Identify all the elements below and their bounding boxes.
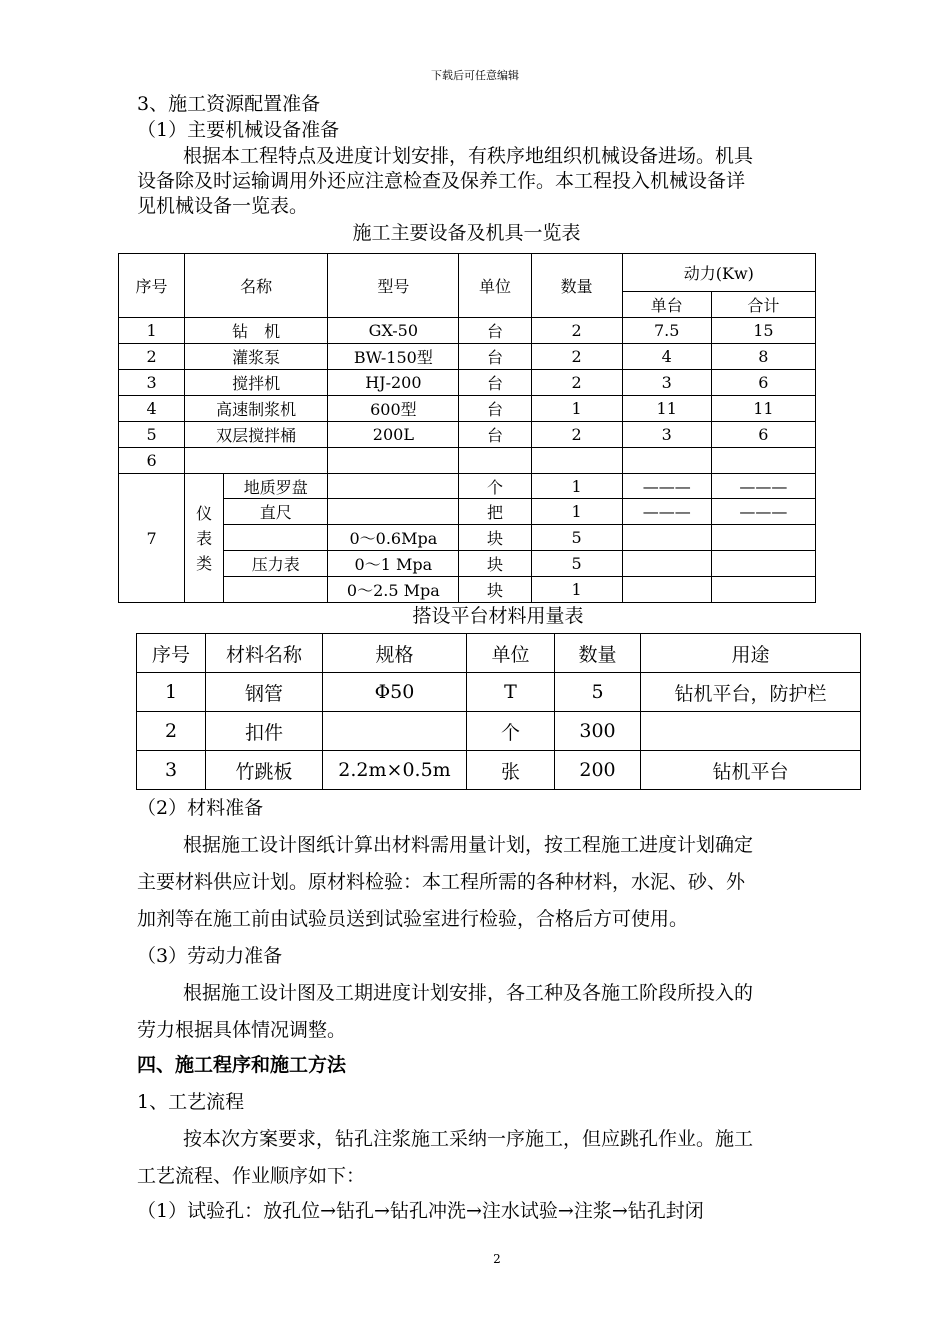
cell-unit: 台	[459, 422, 531, 448]
cell-total: ———	[711, 499, 815, 525]
table-row	[119, 474, 816, 499]
cell-name: 扣件	[206, 712, 323, 751]
cell-total	[711, 525, 815, 551]
cell-unit: 块	[459, 551, 531, 577]
page-number: 2	[493, 1252, 501, 1266]
cell-qty: 1	[531, 499, 622, 525]
table2-caption: 搭设平台材料用量表	[412, 605, 584, 627]
arrow-right-icon: →	[557, 1200, 574, 1222]
para1-line1: 根据本工程特点及进度计划安排，有秩序地组织机械设备进场。机具	[183, 145, 754, 167]
para1-line2: 设备除及时运输调用外还应注意检查及保养工作。本工程投入机械设备详	[137, 170, 746, 192]
flow-step: 注水试验	[481, 1200, 558, 1222]
table-row	[119, 499, 816, 525]
col-header-single: 单台	[622, 292, 711, 318]
cell-use	[641, 712, 861, 751]
flow-step: 钻孔封闭	[627, 1200, 704, 1222]
cell-unit: 台	[459, 344, 531, 370]
cell-qty: 2	[531, 422, 622, 448]
s4-sub1-title: 1、工艺流程	[137, 1091, 245, 1113]
cell-qty: 1	[531, 396, 622, 422]
col-header-power: 动力(Kw)	[622, 254, 815, 292]
cell-single	[622, 577, 711, 603]
cell-qty: 1	[531, 577, 622, 603]
cell-name: 高速制浆机	[185, 396, 328, 422]
cell-qty: 200	[555, 751, 641, 790]
cell-unit: 台	[459, 318, 531, 344]
para3-line1: 根据施工设计图及工期进度计划安排，各工种及各施工阶段所投入的	[183, 982, 754, 1004]
cell-no: 5	[119, 422, 185, 448]
cell-single: 3	[622, 370, 711, 396]
cell-total: 8	[711, 344, 815, 370]
para4-line2: 工艺流程、作业顺序如下：	[137, 1165, 366, 1187]
col-header-unit: 单位	[459, 254, 531, 318]
table-row	[137, 712, 861, 751]
section4-title: 四、施工程序和施工方法	[137, 1054, 347, 1076]
cell-total	[711, 448, 815, 474]
cell-total: 11	[711, 396, 815, 422]
table-row	[119, 344, 816, 370]
cell-unit: 把	[459, 499, 531, 525]
cell-total: 15	[711, 318, 815, 344]
para2-line2: 主要材料供应计划。原材料检验：本工程所需的各种材料，水泥、砂、外	[137, 871, 746, 893]
cell-name: 直尺	[224, 499, 328, 525]
table-row	[119, 396, 816, 422]
material-table	[136, 633, 861, 790]
arrow-right-icon: →	[374, 1200, 390, 1222]
cell-no: 3	[119, 370, 185, 396]
cell-no: 2	[119, 344, 185, 370]
arrow-right-icon: →	[320, 1200, 337, 1222]
cell-model	[328, 499, 459, 525]
cell-unit: 个	[467, 712, 555, 751]
cell-name: 钢管	[206, 673, 323, 712]
cell-qty: 5	[531, 525, 622, 551]
cell-name: 灌浆泵	[185, 344, 328, 370]
cell-model: 600型	[328, 396, 459, 422]
col-header-unit: 单位	[467, 634, 555, 673]
cell-no: 1	[137, 673, 206, 712]
cell-single: ———	[622, 499, 711, 525]
sub3-title: （3）劳动力准备	[137, 945, 283, 967]
table-row	[119, 370, 816, 396]
table-row	[119, 525, 816, 551]
table-row	[119, 551, 816, 577]
col-header-qty: 数量	[555, 634, 641, 673]
cell-total	[711, 577, 815, 603]
cell-model	[328, 448, 459, 474]
cell-name	[224, 525, 328, 551]
table-row	[119, 577, 816, 603]
arrow-right-icon: →	[465, 1200, 482, 1222]
cell-no: 2	[137, 712, 206, 751]
cell-unit: T	[467, 673, 555, 712]
cell-no: 3	[137, 751, 206, 790]
cell-unit: 块	[459, 577, 531, 603]
cell-model: 0～2.5 Mpa	[328, 577, 459, 603]
table-row	[119, 318, 816, 344]
cell-unit: 块	[459, 525, 531, 551]
col-header-model: 型号	[328, 254, 459, 318]
cell-single	[622, 551, 711, 577]
section3-title: 3、施工资源配置准备	[137, 93, 321, 115]
cell-single: 11	[622, 396, 711, 422]
para1-line3: 见机械设备一览表。	[137, 195, 309, 217]
cell-unit: 台	[459, 370, 531, 396]
cell-single: 7.5	[622, 318, 711, 344]
col-header-total: 合计	[711, 292, 815, 318]
flow-prefix: （1）试验孔：	[137, 1200, 264, 1222]
table-row	[137, 673, 861, 712]
cell-no: 1	[119, 318, 185, 344]
para2-line3: 加剂等在施工前由试验员送到试验室进行检验，合格后方可使用。	[137, 908, 689, 930]
cell-spec: Φ50	[323, 673, 467, 712]
cell-no: 6	[119, 448, 185, 474]
cell-unit: 台	[459, 396, 531, 422]
cell-model: 0～0.6Mpa	[328, 525, 459, 551]
cell-single	[622, 448, 711, 474]
instrument-group-label: 仪表类	[196, 503, 213, 573]
cell-qty: 2	[531, 370, 622, 396]
cell-name: 钻 机	[185, 318, 328, 344]
page-header: 下载后可任意编辑	[431, 69, 519, 82]
cell-qty: 5	[555, 673, 641, 712]
cell-name	[224, 577, 328, 603]
col-header-no: 序号	[137, 634, 206, 673]
sub2-title: （2）材料准备	[137, 797, 264, 819]
table-row	[137, 751, 861, 790]
cell-model	[328, 474, 459, 499]
cell-total	[711, 551, 815, 577]
col-header-name: 名称	[185, 254, 328, 318]
cell-qty: 300	[555, 712, 641, 751]
col-header-spec: 规格	[323, 634, 467, 673]
cell-total: 6	[711, 422, 815, 448]
flow-step: 注浆	[573, 1200, 612, 1222]
cell-use: 钻机平台	[641, 751, 861, 790]
cell-unit: 个	[459, 474, 531, 499]
cell-total: ———	[711, 474, 815, 499]
cell-model: HJ-200	[328, 370, 459, 396]
flow-step: 钻孔冲洗	[389, 1200, 466, 1222]
cell-qty: 2	[531, 344, 622, 370]
col-header-name: 材料名称	[206, 634, 323, 673]
cell-name	[185, 448, 328, 474]
cell-name: 竹跳板	[206, 751, 323, 790]
table1-caption: 施工主要设备及机具一览表	[352, 222, 581, 244]
para3-line2: 劳力根据具体情况调整。	[137, 1019, 347, 1041]
col-header-no: 序号	[119, 254, 185, 318]
cell-no: 4	[119, 396, 185, 422]
cell-model: GX-50	[328, 318, 459, 344]
cell-qty: 2	[531, 318, 622, 344]
cell-spec	[323, 712, 467, 751]
flow-step: 放孔位	[263, 1200, 321, 1222]
table-row	[119, 422, 816, 448]
cell-qty: 5	[531, 551, 622, 577]
col-header-qty: 数量	[531, 254, 622, 318]
cell-unit	[459, 448, 531, 474]
cell-name: 压力表	[224, 551, 328, 577]
cell-model: 200L	[328, 422, 459, 448]
cell-model: BW-150型	[328, 344, 459, 370]
flow-step: 钻孔	[336, 1200, 375, 1222]
cell-single	[622, 525, 711, 551]
cell-single: 4	[622, 344, 711, 370]
cell-name: 搅拌机	[185, 370, 328, 396]
cell-model: 0～1 Mpa	[328, 551, 459, 577]
cell-qty	[531, 448, 622, 474]
cell-name: 地质罗盘	[224, 474, 328, 499]
cell-use: 钻机平台，防护栏	[641, 673, 861, 712]
equipment-table	[118, 253, 816, 603]
sub1-title: （1）主要机械设备准备	[137, 119, 340, 141]
cell-total: 6	[711, 370, 815, 396]
cell-no: 7	[119, 474, 185, 603]
cell-single: 3	[622, 422, 711, 448]
cell-unit: 张	[467, 751, 555, 790]
para2-line1: 根据施工设计图纸计算出材料需用量计划，按工程施工进度计划确定	[183, 834, 754, 856]
table-row	[119, 448, 816, 474]
cell-spec: 2.2m×0.5m	[323, 751, 467, 790]
para4-line1: 按本次方案要求，钻孔注浆施工采纳一序施工，但应跳孔作业。施工	[183, 1128, 754, 1150]
col-header-use: 用途	[641, 634, 861, 673]
cell-qty: 1	[531, 474, 622, 499]
cell-group	[185, 474, 224, 603]
arrow-right-icon: →	[611, 1200, 628, 1222]
cell-name: 双层搅拌桶	[185, 422, 328, 448]
process-flow	[137, 1196, 704, 1223]
cell-single: ———	[622, 474, 711, 499]
